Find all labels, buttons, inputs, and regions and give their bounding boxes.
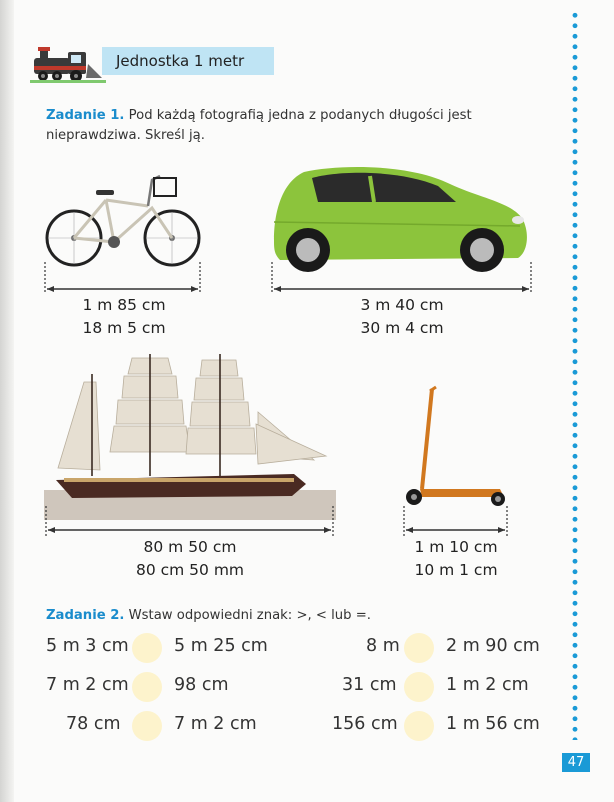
comparison-b-3: 7 m 2 cm <box>174 714 257 734</box>
bicycle-image <box>44 172 204 274</box>
comparison-d-1: 2 m 90 cm <box>446 636 540 656</box>
comparison-c-3: 156 cm <box>332 714 398 734</box>
task1-instruction <box>46 106 536 146</box>
scooter-image <box>400 385 510 511</box>
task1-text: Pod każdą fotografią jedna z podanych długości jest nieprawdziwa. Skreśl ją. <box>46 108 472 143</box>
sailing-ship-image <box>44 352 336 520</box>
scooter-length-1: 1 m 10 cm <box>414 538 498 556</box>
answer-circle-right-2[interactable] <box>404 672 434 702</box>
page-title: Jednostka 1 metr <box>102 47 274 75</box>
page-number: 47 <box>562 753 590 772</box>
task2-instruction <box>46 606 371 626</box>
dotted-margin-line <box>571 10 579 740</box>
train-icon <box>30 44 106 84</box>
bicycle-ruler <box>43 262 203 292</box>
answer-circle-left-3[interactable] <box>132 711 162 741</box>
page-fold-shadow <box>0 0 14 802</box>
answer-circle-left-2[interactable] <box>132 672 162 702</box>
task2-label: Zadanie 2. <box>46 608 125 623</box>
ship-ruler <box>44 506 336 536</box>
comparison-c-2: 31 cm <box>342 675 397 695</box>
task1-label: Zadanie 1. <box>46 108 125 123</box>
ship-lengths <box>44 536 336 582</box>
scooter-length-2: 10 m 1 cm <box>414 561 498 579</box>
ship-length-2: 80 cm 50 mm <box>135 561 245 579</box>
scooter-ruler <box>402 506 510 536</box>
car-lengths <box>270 294 534 340</box>
answer-circle-right-1[interactable] <box>404 633 434 663</box>
bicycle-length-1: 1 m 85 cm <box>82 296 166 314</box>
comparison-b-1: 5 m 25 cm <box>174 636 268 656</box>
task2-text: Wstaw odpowiedni znak: >, < lub =. <box>128 608 371 623</box>
comparison-a-1: 5 m 3 cm <box>46 636 129 656</box>
car-length-1: 3 m 40 cm <box>360 296 444 314</box>
car-ruler <box>270 262 534 292</box>
comparison-d-3: 1 m 56 cm <box>446 714 540 734</box>
car-image <box>270 162 532 277</box>
answer-circle-right-3[interactable] <box>404 711 434 741</box>
comparison-a-3: 78 cm <box>66 714 121 734</box>
comparison-d-2: 1 m 2 cm <box>446 675 529 695</box>
bicycle-lengths <box>43 294 205 340</box>
ship-length-1: 80 m 50 cm <box>143 538 237 556</box>
comparison-a-2: 7 m 2 cm <box>46 675 129 695</box>
car-length-2: 30 m 4 cm <box>360 319 444 337</box>
scooter-lengths <box>394 536 518 582</box>
comparison-b-2: 98 cm <box>174 675 229 695</box>
comparison-c-1: 8 m <box>366 636 400 656</box>
answer-circle-left-1[interactable] <box>132 633 162 663</box>
bicycle-length-2: 18 m 5 cm <box>82 319 166 337</box>
